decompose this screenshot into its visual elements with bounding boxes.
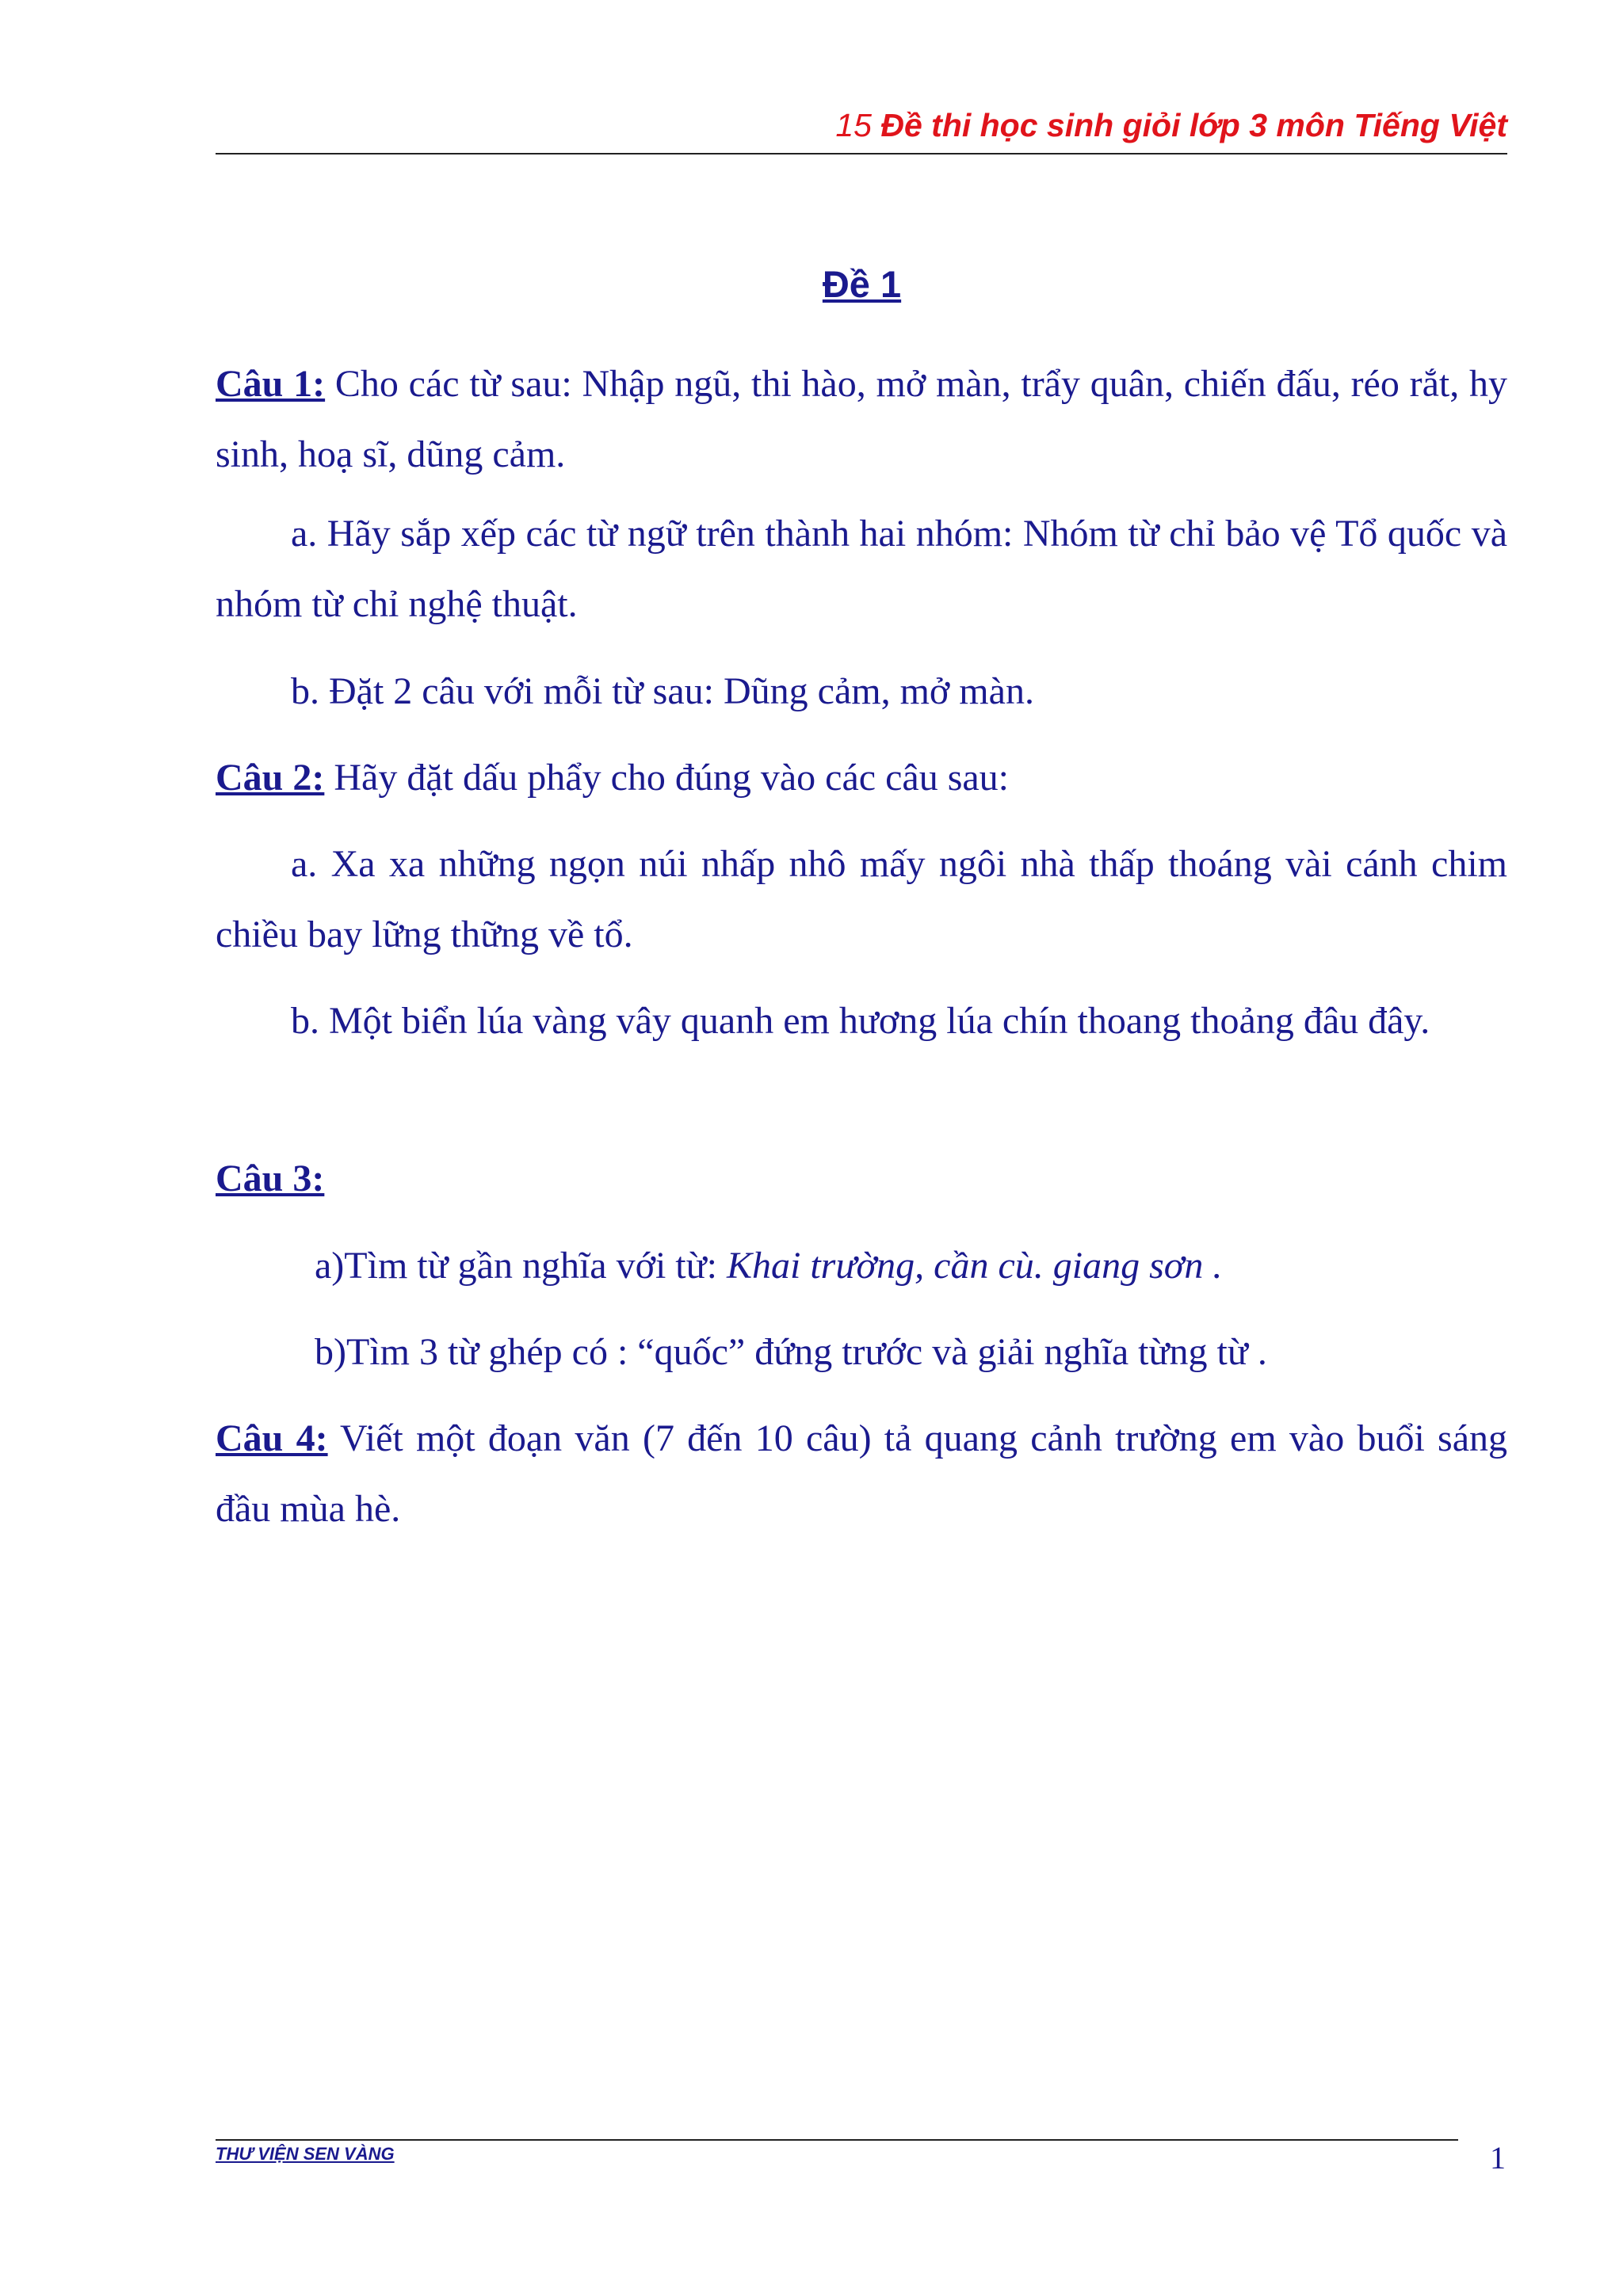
question-3 [216, 1143, 1507, 1214]
question-1-part-b: b. Đặt 2 câu với mỗi từ sau: Dũng cảm, mở màn. [291, 670, 1034, 712]
footer-library-name: THƯ VIỆN SEN VÀNG [216, 2144, 395, 2164]
question-3-label: Câu 3: [216, 1158, 325, 1199]
question-2-label: Câu 2: [216, 757, 325, 799]
question-4 [216, 1403, 1507, 1544]
question-2 [216, 742, 1507, 813]
question-3-part-a-prefix: a)Tìm từ gần nghĩa với từ: [315, 1245, 727, 1287]
question-3-part-b: b)Tìm 3 từ ghép có : “quốc” đứng trước và giải nghĩa từng từ . [315, 1331, 1267, 1373]
question-3-part-a-words: Khai trường, cần cù. giang sơn . [726, 1245, 1223, 1287]
header-title: Đề thi học sinh giỏi lớp 3 môn Tiếng Việt [880, 107, 1507, 143]
exam-title: Đề 1 [822, 263, 902, 305]
question-2-part-b: b. Một biển lúa vàng vây quanh em hương lúa chín thoang thoảng đâu đây. [291, 1000, 1430, 1042]
question-1-text: Cho các từ sau: Nhập ngũ, thi hào, mở màn, trẩy quân, chiến đấu, réo rắt, hy sinh, hoạ sĩ, dũng cảm. [216, 363, 1508, 475]
page-number: 1 [1490, 2140, 1506, 2176]
question-1-part-a: a. Hãy sắp xếp các từ ngữ trên thành hai nhóm: Nhóm từ chỉ bảo vệ Tổ quốc và nhóm từ chỉ nghệ thuật. [216, 513, 1507, 625]
question-2-part-a: a. Xa xa những ngọn núi nhấp nhô mấy ngôi nhà thấp thoáng vài cánh chim chiều bay lững thững về tổ. [216, 843, 1507, 955]
question-2-text: Hãy đặt dấu phẩy cho đúng vào các câu sau: [324, 757, 1010, 799]
question-4-text: Viết một đoạn văn (7 đến 10 câu) tả quang cảnh trường em vào buổi sáng đầu mùa hè. [216, 1417, 1508, 1530]
question-3-part-a [216, 1230, 1507, 1301]
question-1-label: Câu 1: [216, 363, 326, 405]
header-divider [216, 153, 1507, 154]
page-header [216, 109, 1507, 142]
question-4-label: Câu 4: [216, 1417, 328, 1459]
question-1 [216, 349, 1507, 490]
header-number: 15 [835, 107, 872, 143]
footer-divider [216, 2139, 1458, 2141]
